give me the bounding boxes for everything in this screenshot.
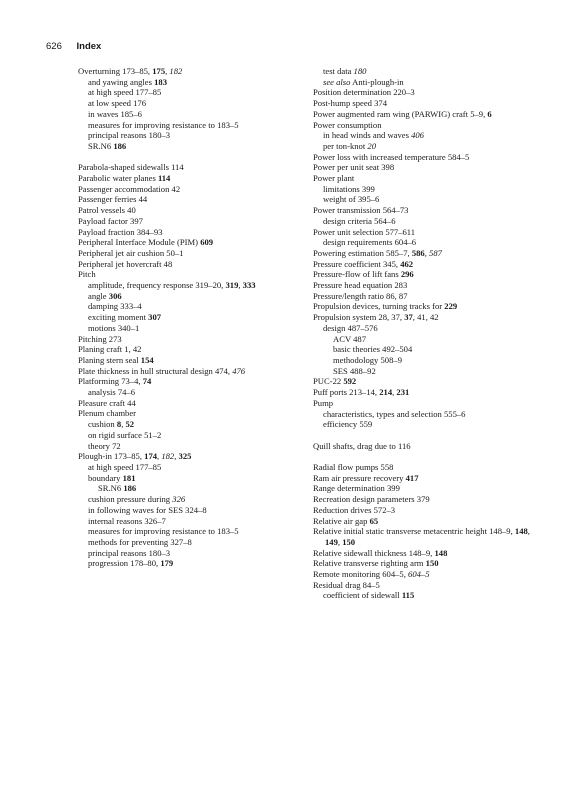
entry-text: at high speed 177–85 [88,87,162,98]
entry-text: 149 [325,536,338,547]
entry-text: in waves 185–6 [88,108,142,119]
entry-text: , [424,247,430,258]
index-entry [78,408,300,419]
index-subentry [323,590,543,601]
index-entry [313,376,543,387]
entry-text: 186 [123,483,137,494]
index-entry [313,162,543,173]
entry-text: Patrol vessels 40 [78,205,136,216]
index-subentry [88,516,300,527]
entry-text: 307 [148,312,162,323]
entry-text: 150 [342,536,356,547]
page-number: 626 [46,41,62,52]
index-subentry [333,344,543,355]
index-entry [313,441,543,452]
entry-text: Pitching 273 [78,333,122,344]
index-subentry [88,77,300,88]
page-header [46,41,101,52]
entry-text: , [392,387,397,398]
entry-text: Relative air gap [313,515,370,526]
entry-text: Payload fraction 384–93 [78,226,163,237]
entry-text: Parabola-shaped sidewalls 114 [78,162,184,173]
entry-text: Platforming 73–4, [78,376,143,387]
index-subentry [333,366,543,377]
entry-text: , [165,66,170,76]
entry-text: cushion [88,419,117,430]
index-subentry [88,494,300,505]
index-entry [313,248,543,259]
index-subentry [323,419,543,430]
index-subentry [88,130,300,141]
index-subentry [323,409,543,420]
entry-text: Post-hump speed 374 [313,98,387,109]
index-entry [78,205,300,216]
entry-text: Power consumption [313,119,382,130]
entry-text: 325 [178,451,192,462]
index-entry [313,473,543,484]
index-subentry [323,141,543,152]
entry-text: SR.N6 [98,483,124,494]
entry-text: Relative transverse righting arm [313,558,426,569]
entry-text: Planing craft 1, 42 [78,344,142,355]
index-subentry [323,216,543,227]
entry-text: 229 [444,301,458,312]
index-entry [313,259,543,270]
entry-text: at high speed 177–85 [88,462,162,472]
entry-text: Passenger accommodation 42 [78,183,181,194]
index-subentry [323,323,543,334]
index-subentry [88,291,300,302]
entry-text: at low speed 176 [88,98,146,109]
index-subentry [98,483,300,494]
index-subentry [88,505,300,516]
entry-text: Planing stern seal [78,354,141,365]
entry-text: principal reasons 180–3 [88,547,171,558]
entry-text: on rigid surface 51–2 [88,429,162,440]
entry-text: 406 [411,130,424,141]
index-subentry [323,194,543,205]
entry-text: 326 [172,494,186,505]
entry-text: Pleasure craft 44 [78,397,136,408]
entry-text: Ram air pressure recovery [313,472,406,483]
entry-text: 609 [200,237,214,248]
entry-text: 180 [353,66,367,76]
entry-text: Power unit selection 577–611 [313,226,416,237]
entry-text: 586 [411,247,425,258]
index-entry [78,398,300,409]
index-entry [313,173,543,184]
entry-text: SES 488–92 [333,365,376,376]
entry-text: Passenger ferries 44 [78,194,148,205]
index-entry [313,87,543,98]
index-subentry [88,301,300,312]
index-entry [313,280,543,291]
index-entry [313,494,543,505]
entry-text: test data [323,66,354,76]
entry-text: Peripheral Interface Module (PIM) [78,237,201,248]
entry-text: and yawing angles [88,76,155,87]
entry-text: characteristics, types and selection 555–6 [323,408,466,419]
index-entry [78,269,300,280]
entry-text: 148 [434,547,448,558]
index-entry [313,227,543,238]
entry-text: 6 [487,108,492,119]
index-entry [313,483,543,494]
entry-text: SR.N6 [88,140,114,151]
index-subentry [323,66,543,77]
entry-text: design criteria 564–6 [323,215,396,226]
entry-text: 296 [400,269,414,280]
index-subentry [88,87,300,98]
entry-text: 148 [514,526,528,537]
index-entry [313,152,543,163]
index-entry [78,355,300,366]
entry-text: efficiency 559 [323,419,373,430]
entry-text: methods for preventing 327–8 [88,536,192,547]
entry-text: , [121,419,126,430]
index-subentry [88,120,300,131]
entry-text: motions 340–1 [88,322,140,333]
entry-text: principal reasons 180–3 [88,130,171,141]
entry-text: 182 [169,66,183,76]
entry-text: coefficient of sidewall [323,590,402,601]
index-subentry [88,323,300,334]
index-subentry [88,441,300,452]
entry-text: , [157,451,162,462]
entry-text: , [238,280,243,291]
entry-text: per ton-knot [323,140,368,151]
index-entry [313,558,543,569]
entry-text: 37 [404,312,413,323]
index-entry [313,516,543,527]
entry-text: see also [323,76,351,87]
entry-text: Remote monitoring 604–5, [313,569,409,580]
entry-text: 74 [142,376,152,387]
entry-text: 175 [152,66,166,76]
entry-text: 52 [125,419,135,430]
entry-text: weight of 395–6 [323,194,380,205]
entry-text: 319 [225,280,239,291]
entry-text: Peripheral jet air cushion 50–1 [78,247,184,258]
index-subentry [323,130,543,141]
page-title: Index [76,41,102,52]
index-entry [78,66,300,77]
entry-text: 20 [367,140,376,151]
index-subentry [323,77,543,88]
entry-text: internal reasons 326–7 [88,515,166,526]
entry-text: design 487–576 [323,322,378,333]
entry-text: Plough-in 173–85, [78,451,145,462]
entry-gap [313,430,543,441]
entry-text: Residual drag 84–5 [313,579,380,590]
entry-text: Relative initial static transverse metacentric height 148–9, [313,526,515,537]
entry-text: Quill shafts, drag due to 116 [313,440,411,451]
index-entry [313,398,543,409]
index-subentry [88,430,300,441]
index-entry [78,366,300,377]
entry-text: exciting moment [88,312,149,323]
entry-text: PUC-22 [313,376,344,387]
entry-text: Powering estimation 585–7, [313,247,412,258]
index-entry [78,216,300,227]
index-subentry [88,526,300,537]
entry-text: 181 [122,472,136,483]
index-entry [78,451,300,462]
index-entry [313,387,543,398]
entry-text: Range determination 399 [313,483,400,494]
index-subentry [323,237,543,248]
entry-text: Reduction drives 572–3 [313,504,396,515]
index-subentry [88,280,300,291]
entry-text: cushion pressure during [88,494,173,505]
index-subentry [88,548,300,559]
entry-text: Pressure coefficient 345, [313,258,401,269]
entry-text: Puff ports 213–14, [313,387,380,398]
index-entry [313,120,543,131]
entry-text: ACV 487 [333,333,367,344]
entry-text: 306 [108,290,122,301]
entry-text: Plenum chamber [78,408,136,419]
entry-text: Pressure-flow of lift fans [313,269,401,280]
entry-text: 587 [429,247,442,258]
entry-text: basic theories 492–504 [333,344,413,355]
index-entry [313,526,543,547]
entry-text: Radial flow pumps 558 [313,461,394,472]
index-subentry [88,312,300,323]
entry-text: analysis 74–6 [88,387,136,398]
index-entry [78,376,300,387]
index-entry [313,269,543,280]
index-subentry [88,141,300,152]
entry-text: Power loss with increased temperature 584–5 [313,151,470,162]
index-entry [313,301,543,312]
entry-text: in head winds and waves [323,130,412,141]
entry-text: Power per unit seat 398 [313,162,395,173]
entry-text: Position determination 220–3 [313,87,415,98]
index-entry [78,173,300,184]
entry-text: amplitude, frequency response 319–20, [88,280,226,291]
index-entry [313,205,543,216]
entry-text: Parabolic water planes [78,173,158,184]
index-entry [313,312,543,323]
index-entry [78,237,300,248]
index-entry [78,184,300,195]
entry-text: 179 [160,558,174,569]
entry-text: methodology 508–9 [333,354,402,365]
entry-text: 182 [161,451,175,462]
entry-text: Pressure/length ratio 86, 87 [313,290,408,301]
entry-text: 186 [113,140,127,151]
index-entry [78,162,300,173]
entry-text: 114 [157,173,171,184]
index-subentry [323,184,543,195]
index-entry [313,569,543,580]
entry-text: progression 178–80, [88,558,161,569]
entry-text: 154 [140,354,154,365]
entry-text: Relative sidewall thickness 148–9, [313,547,435,558]
entry-text: Power transmission 564–73 [313,205,409,216]
entry-text: Recreation design parameters 379 [313,494,430,505]
entry-text: design requirements 604–6 [323,237,417,248]
entry-text: Plate thickness in hull structural design 474, [78,365,233,376]
index-subentry [333,334,543,345]
entry-text: Power augmented ram wing (PARWIG) craft 5–9, [313,108,488,119]
index-subentry [88,462,300,473]
entry-text: 476 [232,365,246,376]
index-subentry [88,109,300,120]
entry-text: 231 [396,387,410,398]
entry-text: limitations 399 [323,183,375,194]
index-subentry [88,537,300,548]
index-entry [313,462,543,473]
entry-text: 417 [405,472,419,483]
entry-gap [78,152,300,163]
entry-text: angle [88,290,109,301]
entry-text: Propulsion system 28, 37, [313,312,405,323]
entry-text: 183 [154,76,167,87]
entry-text: , 41, 42 [412,312,439,323]
entry-text: 150 [425,558,439,569]
entry-text: 65 [369,515,379,526]
index-entry [78,248,300,259]
index-entry [313,548,543,559]
entry-text: theory 72 [88,440,121,451]
entry-text: measures for improving resistance to 183–5 [88,119,239,130]
entry-text: , [174,451,179,462]
index-subentry [333,355,543,366]
index-entry [313,505,543,516]
index-column-right [313,66,543,601]
entry-text: 214 [379,387,393,398]
index-subentry [88,473,300,484]
index-subentry [88,419,300,430]
entry-text: Overturning 173–85, [78,66,153,76]
entry-text: Pump [313,397,334,408]
entry-gap [313,451,543,462]
index-entry [78,259,300,270]
entry-text: Pitch [78,269,96,280]
entry-text: damping 333–4 [88,301,142,312]
entry-text: boundary [88,472,123,483]
entry-text: Anti-plough-in [350,76,404,87]
index-entry [313,291,543,302]
entry-text: 333 [242,280,256,291]
index-entry [313,98,543,109]
index-entry [78,334,300,345]
entry-text: 8 [116,419,122,430]
entry-text: 592 [343,376,357,387]
entry-text: 115 [401,590,415,601]
entry-text: 462 [400,258,414,269]
entry-text: Power plant [313,173,355,184]
index-entry [78,227,300,238]
index-subentry [88,558,300,569]
entry-text: Payload factor 397 [78,215,143,226]
entry-text: Peripheral jet hovercraft 48 [78,258,173,269]
entry-text: , [527,526,530,537]
index-entry [78,344,300,355]
index-entry [78,194,300,205]
index-entry [313,580,543,591]
index-subentry [88,98,300,109]
entry-text: in following waves for SES 324–8 [88,504,207,515]
entry-text: 174 [144,451,158,462]
entry-text: measures for improving resistance to 183–5 [88,526,239,537]
entry-text: Propulsion devices, turning tracks for [313,301,445,312]
entry-text: , [337,536,343,547]
index-column-left [78,66,300,569]
entry-text: Pressure head equation 283 [313,280,408,291]
entry-text: 604–5 [408,569,430,580]
index-subentry [88,387,300,398]
index-entry [313,109,543,120]
